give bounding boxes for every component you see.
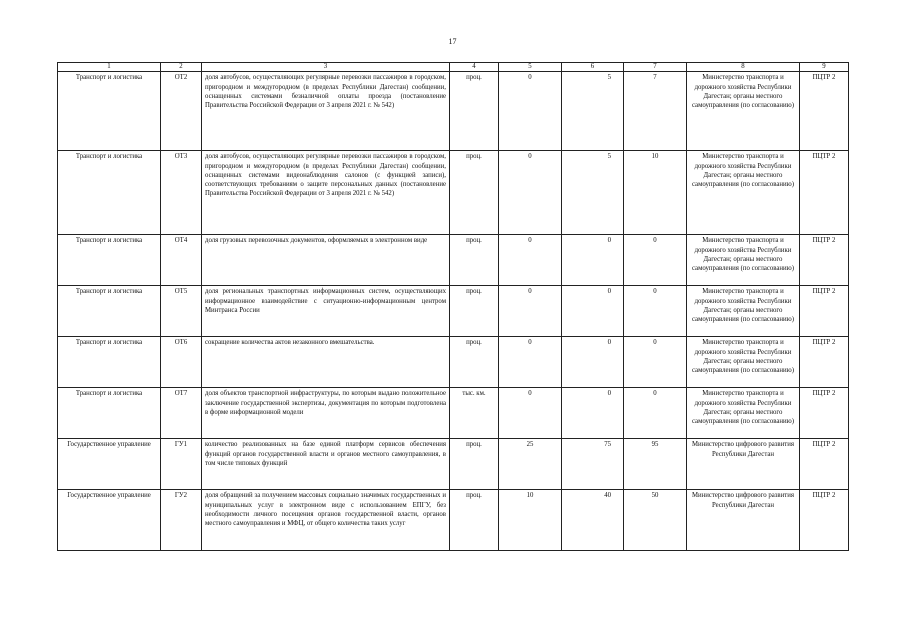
responsible-cell: Министерство цифрового развития Республики Дагестан <box>687 490 800 551</box>
sphere-cell: Транспорт и логистика <box>58 388 161 439</box>
value-cell: 0 <box>499 337 562 388</box>
value-cell: 50 <box>624 490 687 551</box>
sphere-cell: Транспорт и логистика <box>58 337 161 388</box>
code-cell: ОТ4 <box>161 235 202 286</box>
value-cell: 40 <box>562 490 624 551</box>
table-row <box>58 235 849 286</box>
table-row <box>58 151 849 235</box>
table-row <box>58 337 849 388</box>
indicator-cell: доля региональных транспортных информационных систем, осуществляющих информационное взаимодействие с ситуационно-информационным центром Минтранса России <box>202 286 450 337</box>
unit-cell: проц. <box>450 235 499 286</box>
responsible-cell: Министерство транспорта и дорожного хозяйства Республики Дагестан; органы местного самоуправления (по согласованию) <box>687 388 800 439</box>
unit-cell: проц. <box>450 151 499 235</box>
platform-cell: ПЦТР 2 <box>800 388 849 439</box>
value-cell: 0 <box>562 337 624 388</box>
code-cell: ГУ1 <box>161 439 202 490</box>
value-cell: 0 <box>499 72 562 151</box>
unit-cell: проц. <box>450 490 499 551</box>
platform-cell: ПЦТР 2 <box>800 439 849 490</box>
sphere-cell: Транспорт и логистика <box>58 72 161 151</box>
unit-cell: проц. <box>450 439 499 490</box>
code-cell: ОТ5 <box>161 286 202 337</box>
responsible-cell: Министерство транспорта и дорожного хозяйства Республики Дагестан; органы местного самоуправления (по согласованию) <box>687 72 800 151</box>
header-cell: 5 <box>499 63 562 72</box>
page-number: 17 <box>448 37 457 46</box>
platform-cell: ПЦТР 2 <box>800 151 849 235</box>
responsible-cell: Министерство цифрового развития Республики Дагестан <box>687 439 800 490</box>
indicator-cell: доля автобусов, осуществляющих регулярные перевозки пассажиров в городском, пригородном и междугородном (в пределах Республики Дагестан) сообщении, оснащенных системами безналичной оплаты проезда (постановление Правительства Российской Федерации от 3 апреля 2021 г. № 542) <box>202 72 450 151</box>
indicator-cell: количество реализованных на базе единой платформ сервисов обеспечения функций органов государственной власти и органов местного самоуправления, в том числе типовых функций <box>202 439 450 490</box>
indicator-cell: сокращение количества актов незаконного вмешательства. <box>202 337 450 388</box>
indicator-cell: доля обращений за получением массовых социально значимых государственных и муниципальных услуг в электронном виде с использованием ЕПГУ, без необходимости личного посещения органов государственной власти, органов местного самоуправления и МФЦ, от общего количества таких услуг <box>202 490 450 551</box>
header-row <box>58 63 849 72</box>
value-cell: 5 <box>562 72 624 151</box>
header-cell: 2 <box>161 63 202 72</box>
indicator-cell: доля объектов транспортной инфраструктуры, по которым выдано положительное заключение государственной экспертизы, документация по которым подготовлена в форме информационной модели <box>202 388 450 439</box>
indicators-table-container <box>57 62 848 551</box>
header-cell: 1 <box>58 63 161 72</box>
platform-cell: ПЦТР 2 <box>800 286 849 337</box>
code-cell: ОТ7 <box>161 388 202 439</box>
sphere-cell: Транспорт и логистика <box>58 286 161 337</box>
code-cell: ОТ3 <box>161 151 202 235</box>
sphere-cell: Государственное управление <box>58 490 161 551</box>
value-cell: 0 <box>499 235 562 286</box>
value-cell: 0 <box>624 235 687 286</box>
value-cell: 5 <box>562 151 624 235</box>
header-cell: 4 <box>450 63 499 72</box>
value-cell: 0 <box>562 286 624 337</box>
value-cell: 75 <box>562 439 624 490</box>
sphere-cell: Государственное управление <box>58 439 161 490</box>
value-cell: 0 <box>624 337 687 388</box>
value-cell: 0 <box>499 151 562 235</box>
value-cell: 10 <box>624 151 687 235</box>
table-row <box>58 286 849 337</box>
header-cell: 7 <box>624 63 687 72</box>
table-row <box>58 388 849 439</box>
responsible-cell: Министерство транспорта и дорожного хозяйства Республики Дагестан; органы местного самоуправления (по согласованию) <box>687 235 800 286</box>
value-cell: 95 <box>624 439 687 490</box>
indicators-table <box>57 62 849 551</box>
value-cell: 0 <box>624 388 687 439</box>
value-cell: 10 <box>499 490 562 551</box>
header-cell: 8 <box>687 63 800 72</box>
unit-cell: проц. <box>450 286 499 337</box>
table-row <box>58 72 849 151</box>
platform-cell: ПЦТР 2 <box>800 337 849 388</box>
header-cell: 9 <box>800 63 849 72</box>
platform-cell: ПЦТР 2 <box>800 490 849 551</box>
value-cell: 0 <box>499 388 562 439</box>
header-cell: 6 <box>562 63 624 72</box>
value-cell: 0 <box>499 286 562 337</box>
indicator-cell: доля автобусов, осуществляющих регулярные перевозки пассажиров в городском, пригородном и междугородном (в пределах Республики Дагестан) сообщении, оснащенных системами видеонаблюдения салонов (с функцией записи), соответствующих требованиям о защите персональных данных (постановление Правительства Российской Федерации от 3 апреля 2021 г. № 542) <box>202 151 450 235</box>
code-cell: ГУ2 <box>161 490 202 551</box>
table-row <box>58 439 849 490</box>
value-cell: 0 <box>624 286 687 337</box>
header-cell: 3 <box>202 63 450 72</box>
responsible-cell: Министерство транспорта и дорожного хозяйства Республики Дагестан; органы местного самоуправления (по согласованию) <box>687 337 800 388</box>
table-row <box>58 490 849 551</box>
platform-cell: ПЦТР 2 <box>800 235 849 286</box>
unit-cell: тыс. км. <box>450 388 499 439</box>
sphere-cell: Транспорт и логистика <box>58 235 161 286</box>
value-cell: 25 <box>499 439 562 490</box>
indicator-cell: доля грузовых перевозочных документов, оформляемых в электронном виде <box>202 235 450 286</box>
responsible-cell: Министерство транспорта и дорожного хозяйства Республики Дагестан; органы местного самоуправления (по согласованию) <box>687 151 800 235</box>
value-cell: 0 <box>562 235 624 286</box>
unit-cell: проц. <box>450 72 499 151</box>
unit-cell: проц. <box>450 337 499 388</box>
sphere-cell: Транспорт и логистика <box>58 151 161 235</box>
code-cell: ОТ2 <box>161 72 202 151</box>
value-cell: 7 <box>624 72 687 151</box>
value-cell: 0 <box>562 388 624 439</box>
code-cell: ОТ6 <box>161 337 202 388</box>
responsible-cell: Министерство транспорта и дорожного хозяйства Республики Дагестан; органы местного самоуправления (по согласованию) <box>687 286 800 337</box>
platform-cell: ПЦТР 2 <box>800 72 849 151</box>
